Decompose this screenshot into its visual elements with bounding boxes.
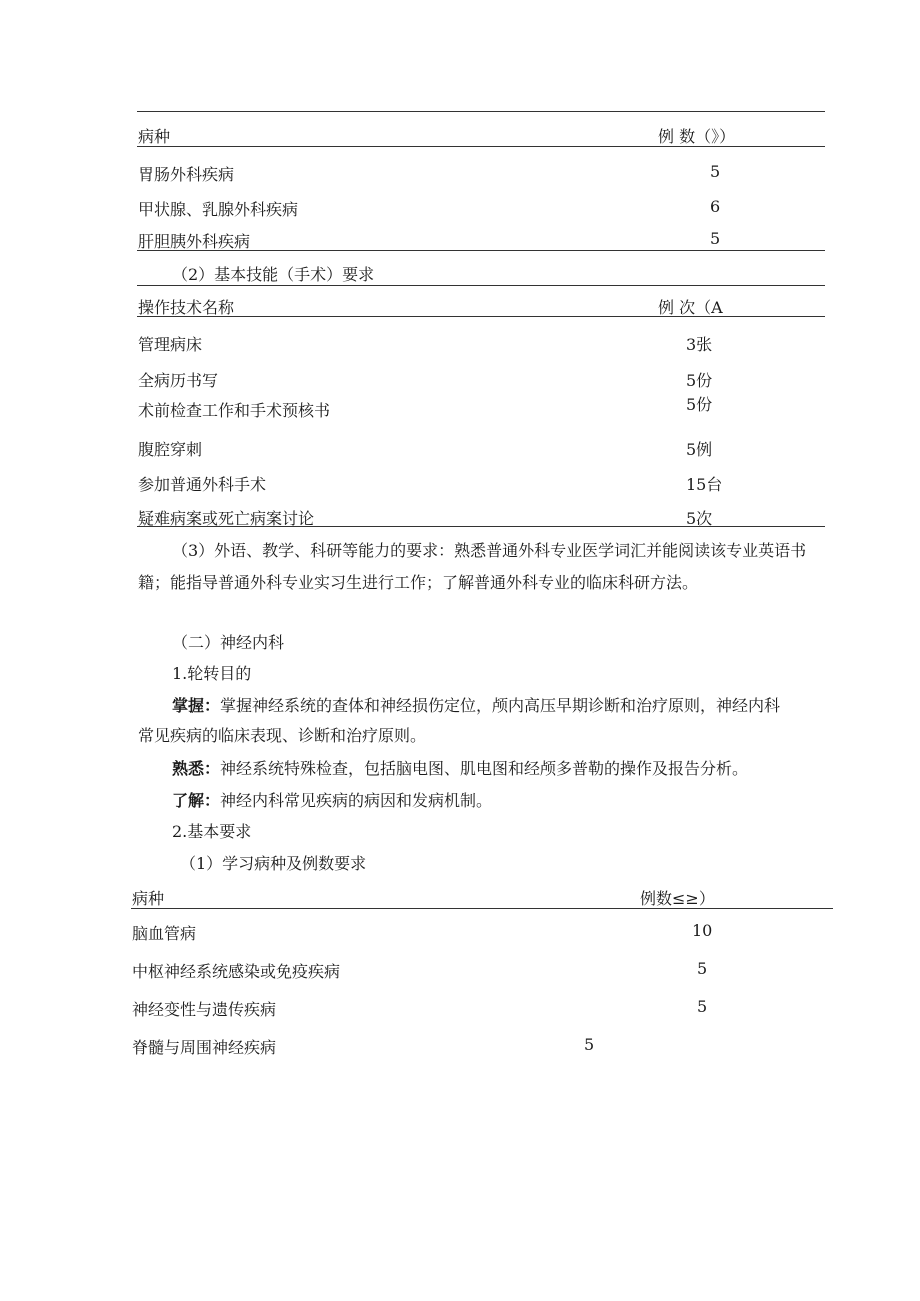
familiar-text: 神经系统特殊检查，包括脑电图、肌电图和经颅多普勒的操作及报告分析。 [220, 759, 749, 778]
table2-row-name: 参加普通外科手术 [138, 475, 267, 494]
basic-heading: 2.基本要求 [172, 822, 252, 841]
familiar-line [172, 756, 748, 779]
table3-row-count: 5 [697, 959, 708, 978]
master-text: 掌握神经系统的查体和神经损伤定位，颅内高压早期诊断和治疗原则，神经内科 [220, 696, 781, 715]
table1-row-count: 6 [710, 197, 721, 216]
table2-row-count: 5次 [686, 509, 713, 528]
sub-heading: （1）学习病种及例数要求 [180, 854, 367, 873]
master-label: 掌握： [172, 696, 221, 715]
table3-row-count: 5 [584, 1035, 595, 1054]
table3-header-name: 病种 [132, 889, 165, 908]
table1-top-rule [137, 111, 825, 112]
table1-row-count: 5 [710, 162, 721, 181]
table1-header-rule [137, 146, 825, 147]
table1-bottom-rule [137, 250, 825, 251]
section2-title: （2）基本技能（手术）要求 [172, 265, 375, 284]
table1-header-count: 例 数（》） [658, 127, 736, 146]
table2-row-name: 疑难病案或死亡病案讨论 [138, 509, 315, 528]
table2-row-count: 5份 [686, 371, 713, 390]
neuro-title: （二）神经内科 [172, 633, 285, 652]
know-text: 神经内科常见疾病的病因和发病机制。 [220, 791, 493, 810]
table1-row-name: 胃肠外科疾病 [138, 165, 235, 184]
section3-line2: 籍；能指导普通外科专业实习生进行工作；了解普通外科专业的临床科研方法。 [138, 573, 699, 592]
table2-top-rule [137, 285, 825, 286]
know-label: 了解： [172, 791, 221, 810]
table2-row-name: 术前检查工作和手术预核书 [138, 401, 331, 420]
table3-row-count: 10 [692, 921, 713, 940]
table2-row-count: 3张 [686, 335, 713, 354]
table1-row-name: 甲状腺、乳腺外科疾病 [138, 200, 299, 219]
table2-row-count: 5份 [686, 395, 713, 414]
master-line2: 常见疾病的临床表现、诊断和治疗原则。 [138, 726, 427, 745]
master-line1 [172, 693, 780, 716]
table1-row-name: 肝胆胰外科疾病 [138, 232, 251, 251]
table3-header-count: 例数≤≥） [640, 889, 715, 908]
table2-header-rule [137, 316, 825, 317]
table2-row-name: 管理病床 [138, 335, 203, 354]
section3-line1: （3）外语、教学、科研等能力的要求：熟悉普通外科专业医学词汇并能阅读该专业英语书 [172, 541, 807, 560]
table2-header-count: 例 次（A [658, 298, 723, 317]
neuro-purpose-heading: 1.轮转目的 [172, 664, 252, 683]
table1-row-count: 5 [710, 229, 721, 248]
table3-row-count: 5 [697, 997, 708, 1016]
table1-header-name: 病种 [138, 127, 171, 146]
table3-row-name: 脑血管病 [132, 924, 197, 943]
table2-row-count: 15台 [686, 475, 723, 494]
table2-row-name: 腹腔穿刺 [138, 440, 203, 459]
table3-row-name: 中枢神经系统感染或免疫疾病 [132, 962, 341, 981]
table2-row-name: 全病历书写 [138, 371, 219, 390]
know-line [172, 788, 492, 811]
table2-header-name: 操作技术名称 [138, 298, 235, 317]
table2-bottom-rule [137, 526, 825, 527]
familiar-label: 熟悉： [172, 759, 221, 778]
table2-row-count: 5例 [686, 440, 713, 459]
table3-header-rule [131, 908, 833, 909]
table3-row-name: 神经变性与遗传疾病 [132, 1000, 277, 1019]
table3-row-name: 脊髓与周围神经疾病 [132, 1038, 277, 1057]
